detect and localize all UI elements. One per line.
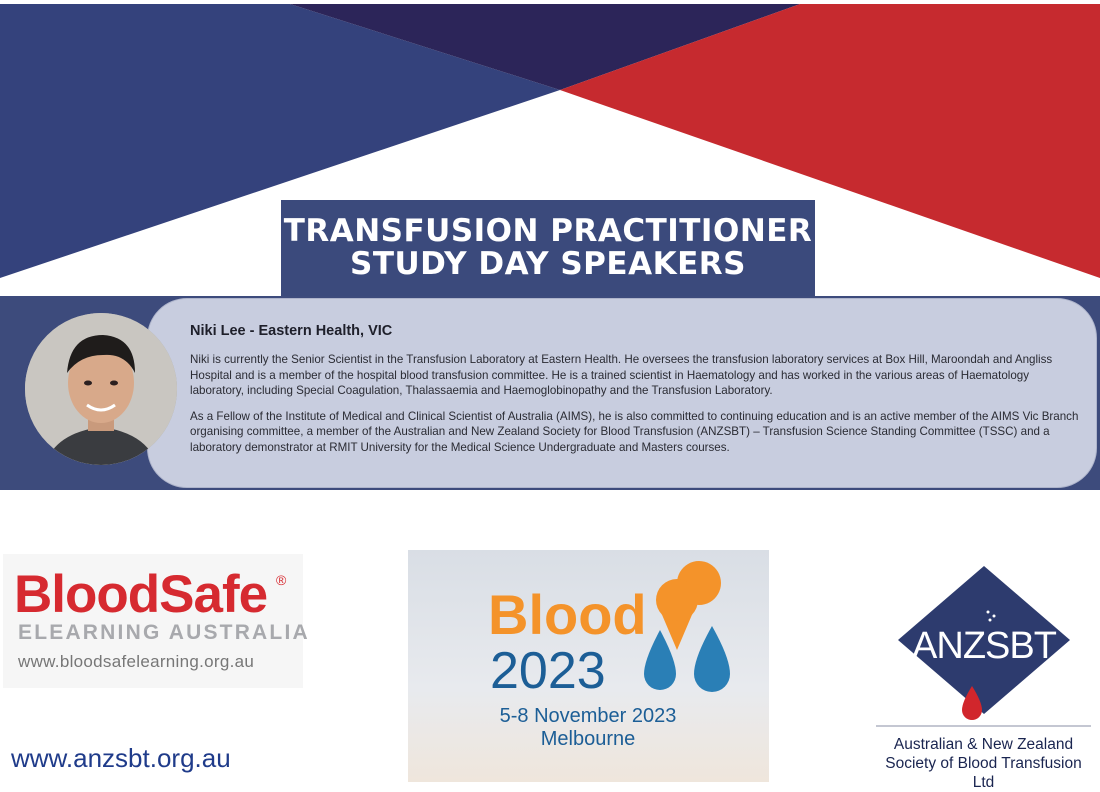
speaker-photo (25, 313, 177, 465)
blood-2023-logo (408, 550, 769, 782)
anzsbt-logo-text: ANZSBT (912, 625, 1056, 667)
anzsbt-caption-line-1: Australian & New Zealand (893, 736, 1074, 753)
blood-city: Melbourne (540, 728, 636, 750)
footer-url[interactable]: www.anzsbt.org.au (11, 743, 231, 773)
title-line-1: TRANSFUSION PRACTITIONER (283, 213, 813, 249)
speaker-bio (190, 352, 1080, 466)
speaker-bio-paragraph-1: Niki is currently the Senior Scientist in the Transfusion Laboratory at Eastern Health. He oversees the transfusion laboratory services at Box Hill, Maroondah and Angliss Hospital and is a member of the hospital blood transfusion committee. He is a trained scientist in Haematology and has worked in the various areas of Haematology laboratory, including Special Coagulation, Thalassaemia and Haemoglobinopathy and the Transfusion Laboratory. (190, 353, 1053, 398)
bloodsafe-registered-mark: ® (276, 572, 287, 588)
bloodsafe-url: www.bloodsafelearning.org.au (18, 652, 255, 671)
page-title (281, 200, 815, 296)
title-line-2: STUDY DAY SPEAKERS (350, 246, 746, 282)
blood-year: 2023 (490, 642, 606, 700)
blood-word: Blood (488, 583, 647, 646)
speaker-bio-paragraph-2: As a Fellow of the Institute of Medical and Clinical Scientist of Australia (AIMS), he is also committed to continuing education and is an active member of the AIMS Vic Branch organising committee, a member of the Australian and New Zealand Society for Blood Transfusion (ANZSBT) – Transfusion Science Standing Committee (TSSC) and a laboratory demonstrator at RMIT University for the Medical Science Undergraduate and Masters courses. (190, 409, 1079, 454)
bloodsafe-wordmark: BloodSafe (14, 565, 268, 624)
anzsbt-caption (876, 735, 1091, 792)
bloodsafe-subtitle: ELEARNING AUSTRALIA (18, 621, 310, 644)
speaker-name: Niki Lee - Eastern Health, VIC (190, 323, 393, 339)
blood-dates: 5-8 November 2023 (499, 705, 677, 727)
anzsbt-caption-line-2: Society of Blood Transfusion Ltd (885, 755, 1082, 791)
